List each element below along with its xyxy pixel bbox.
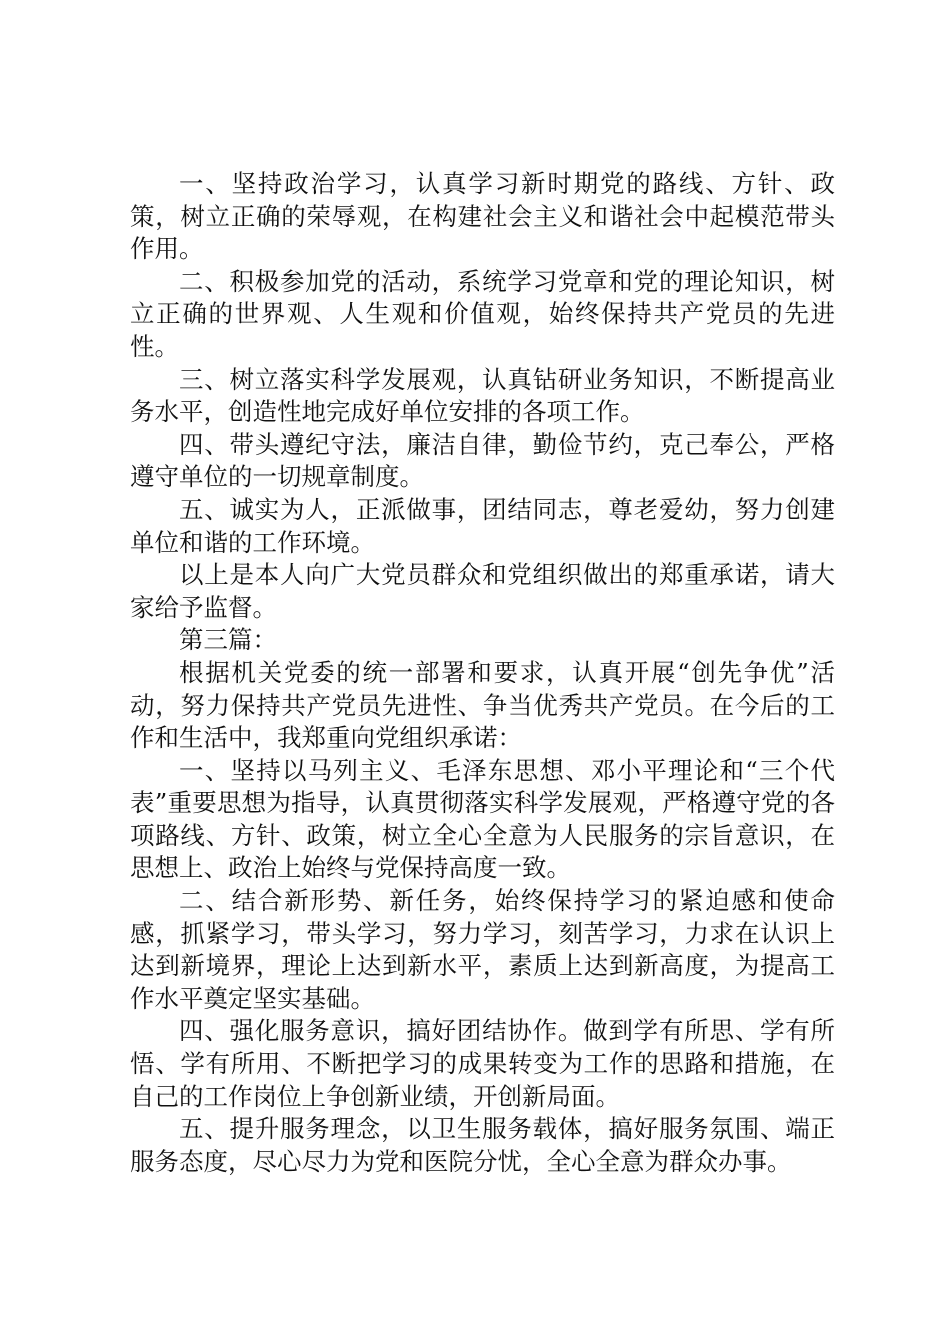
paragraph-commitment-4: 四、带头遵纪守法，廉洁自律，勤俭节约，克己奉公，严格遵守单位的一切规章制度。	[130, 429, 835, 492]
paragraph-commitment-2: 二、积极参加党的活动，系统学习党章和党的理论知识，树立正确的世界观、人生观和价值观，始终保持共产党员的先进性。	[130, 266, 835, 361]
paragraph-commitment-5: 五、诚实为人，正派做事，团结同志，尊老爱幼，努力创建单位和谐的工作环境。	[130, 494, 835, 557]
paragraph-intro: 根据机关党委的统一部署和要求，认真开展“创先争优”活动，努力保持共产党员先进性、争当优秀共产党员。在今后的工作和生活中，我郑重向党组织承诺：	[130, 657, 835, 753]
paragraph-commitment-1: 一、坚持政治学习，认真学习新时期党的路线、方针、政策，树立正确的荣辱观，在构建社会主义和谐社会中起模范带头作用。	[130, 169, 835, 264]
section-heading: 第三篇：	[179, 625, 277, 655]
paragraph-pledge-2: 二、结合新形势、新任务，始终保持学习的紧迫感和使命感，抓紧学习，带头学习，努力学习，刻苦学习，力求在认识上达到新境界，理论上达到新水平，素质上达到新高度，为提高工作水平奠定坚实基础。	[130, 886, 835, 1013]
paragraph-pledge-4: 四、强化服务意识，搞好团结协作。做到学有所思、学有所悟、学有所用、不断把学习的成果转变为工作的思路和措施，在自己的工作岗位上争创新业绩，开创新局面。	[130, 1016, 835, 1111]
paragraph-closing: 以上是本人向广大党员群众和党组织做出的郑重承诺，请大家给予监督。	[130, 560, 835, 622]
paragraph-commitment-3: 三、树立落实科学发展观，认真钻研业务知识，不断提高业务水平，创造性地完成好单位安排的各项工作。	[130, 364, 835, 427]
document-body	[130, 168, 835, 1178]
paragraph-pledge-1: 一、坚持以马列主义、毛泽东思想、邓小平理论和“三个代表”重要思想为指导，认真贯彻落实科学发展观，严格遵守党的各项路线、方针、政策，树立全心全意为人民服务的宗旨意识，在思想上、政治上始终与党保持高度一致。	[130, 755, 835, 883]
paragraph-pledge-5: 五、提升服务理念，以卫生服务载体，搞好服务氛围、端正服务态度，尽心尽力为党和医院分忧，全心全意为群众办事。	[130, 1114, 835, 1176]
